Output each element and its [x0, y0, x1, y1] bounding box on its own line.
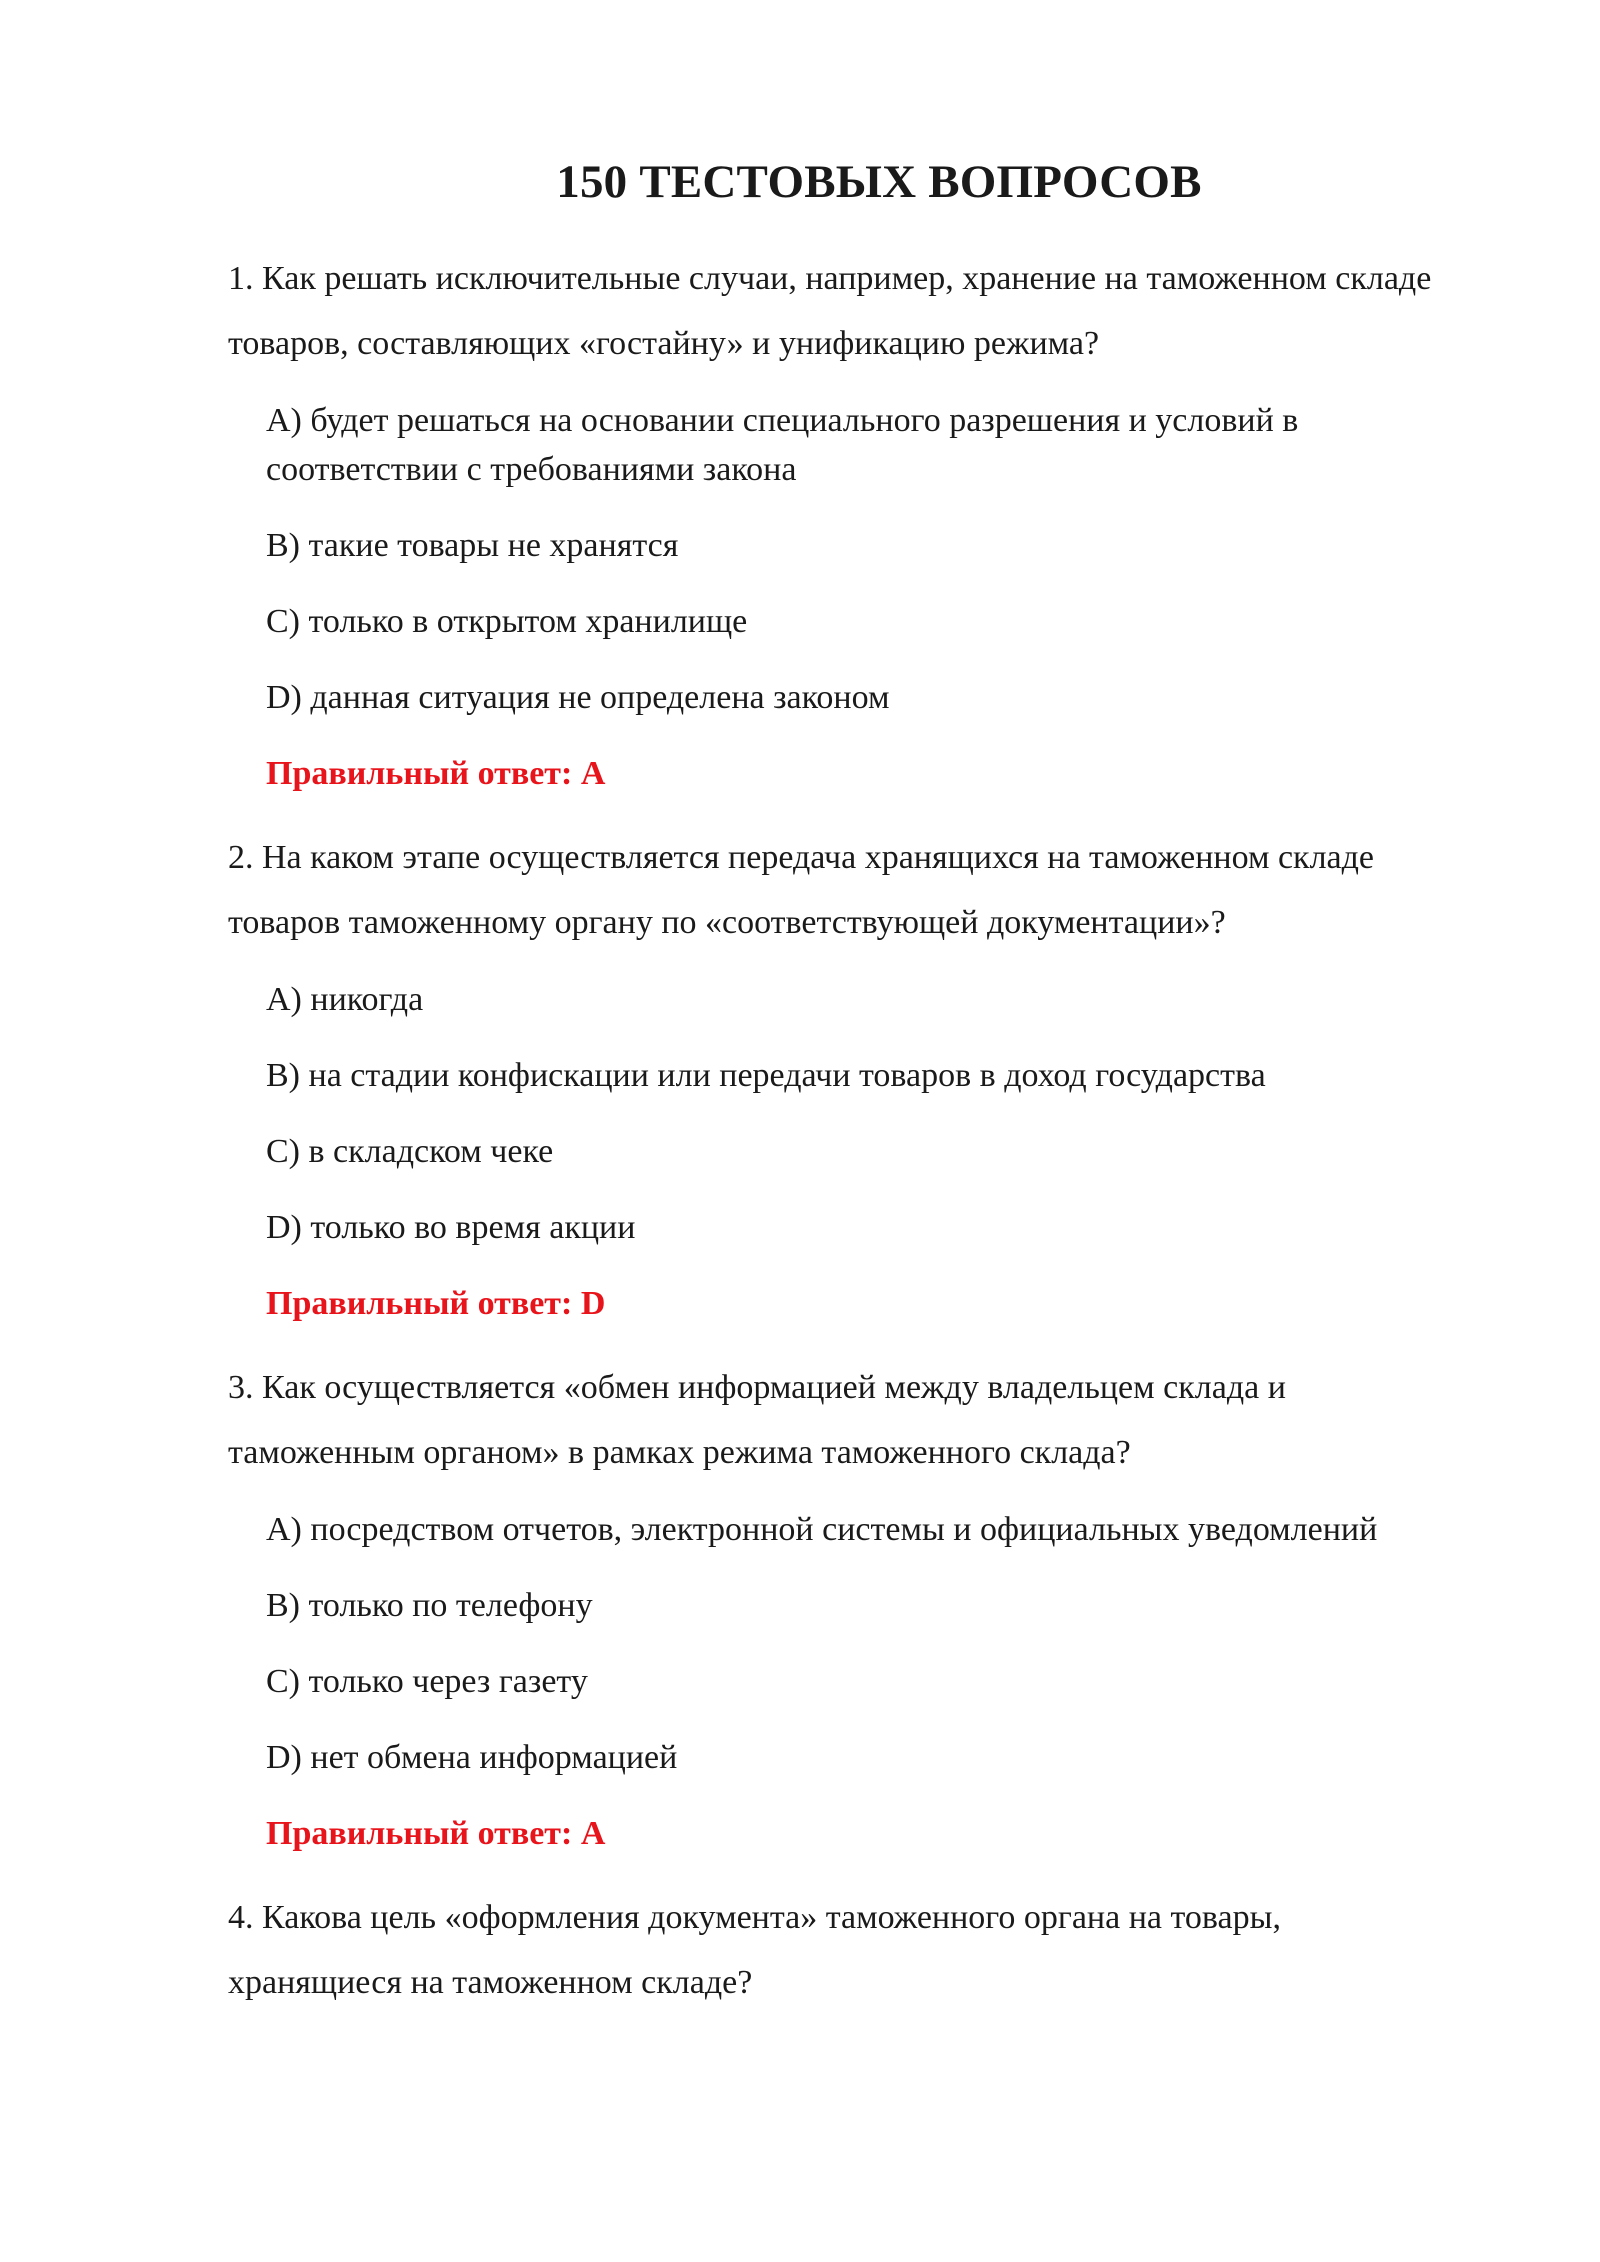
option-d: D) только во время акции — [266, 1209, 636, 1246]
question-3 — [228, 1355, 1450, 1858]
option-b: B) такие товары не хранятся — [266, 527, 679, 564]
correct-answer: Правильный ответ: A — [266, 755, 606, 792]
option-b: B) только по телефону — [266, 1587, 593, 1624]
option-b: B) на стадии конфискации или передачи товаров в доход государства — [266, 1057, 1266, 1094]
option-a: A) никогда — [266, 981, 424, 1018]
question-4 — [228, 1885, 1450, 2015]
answer-options — [228, 396, 1450, 722]
question-text: 4. Какова цель «оформления документа» таможенного органа на товары, хранящиеся на таможенном складе? — [228, 1899, 1281, 2001]
option-c: C) только в открытом хранилище — [266, 603, 748, 640]
question-text: 2. На каком этапе осуществляется передача хранящихся на таможенном складе товаров таможенному органу по «соответствующей документации»? — [228, 839, 1375, 941]
question-1 — [228, 246, 1450, 798]
option-a: A) будет решаться на основании специального разрешения и условий в соответствии с требованиями закона — [266, 402, 1299, 488]
question-text: 3. Как осуществляется «обмен информацией между владельцем склада и таможенным органом» в рамках режима таможенного склада? — [228, 1369, 1286, 1471]
option-d: D) нет обмена информацией — [266, 1739, 678, 1776]
document-title: 150 ТЕСТОВЫХ ВОПРОСОВ — [556, 156, 1202, 208]
option-d: D) данная ситуация не определена законом — [266, 679, 890, 716]
answer-options — [228, 1505, 1450, 1782]
correct-answer: Правильный ответ: D — [266, 1285, 606, 1322]
option-c: C) только через газету — [266, 1663, 588, 1700]
correct-answer: Правильный ответ: A — [266, 1815, 606, 1852]
question-text: 1. Как решать исключительные случаи, например, хранение на таможенном складе товаров, составляющих «гостайну» и унификацию режима? — [228, 260, 1432, 362]
answer-options — [228, 975, 1450, 1252]
question-2 — [228, 825, 1450, 1328]
option-a: A) посредством отчетов, электронной системы и официальных уведомлений — [266, 1511, 1378, 1548]
option-c: C) в складском чеке — [266, 1133, 554, 1170]
